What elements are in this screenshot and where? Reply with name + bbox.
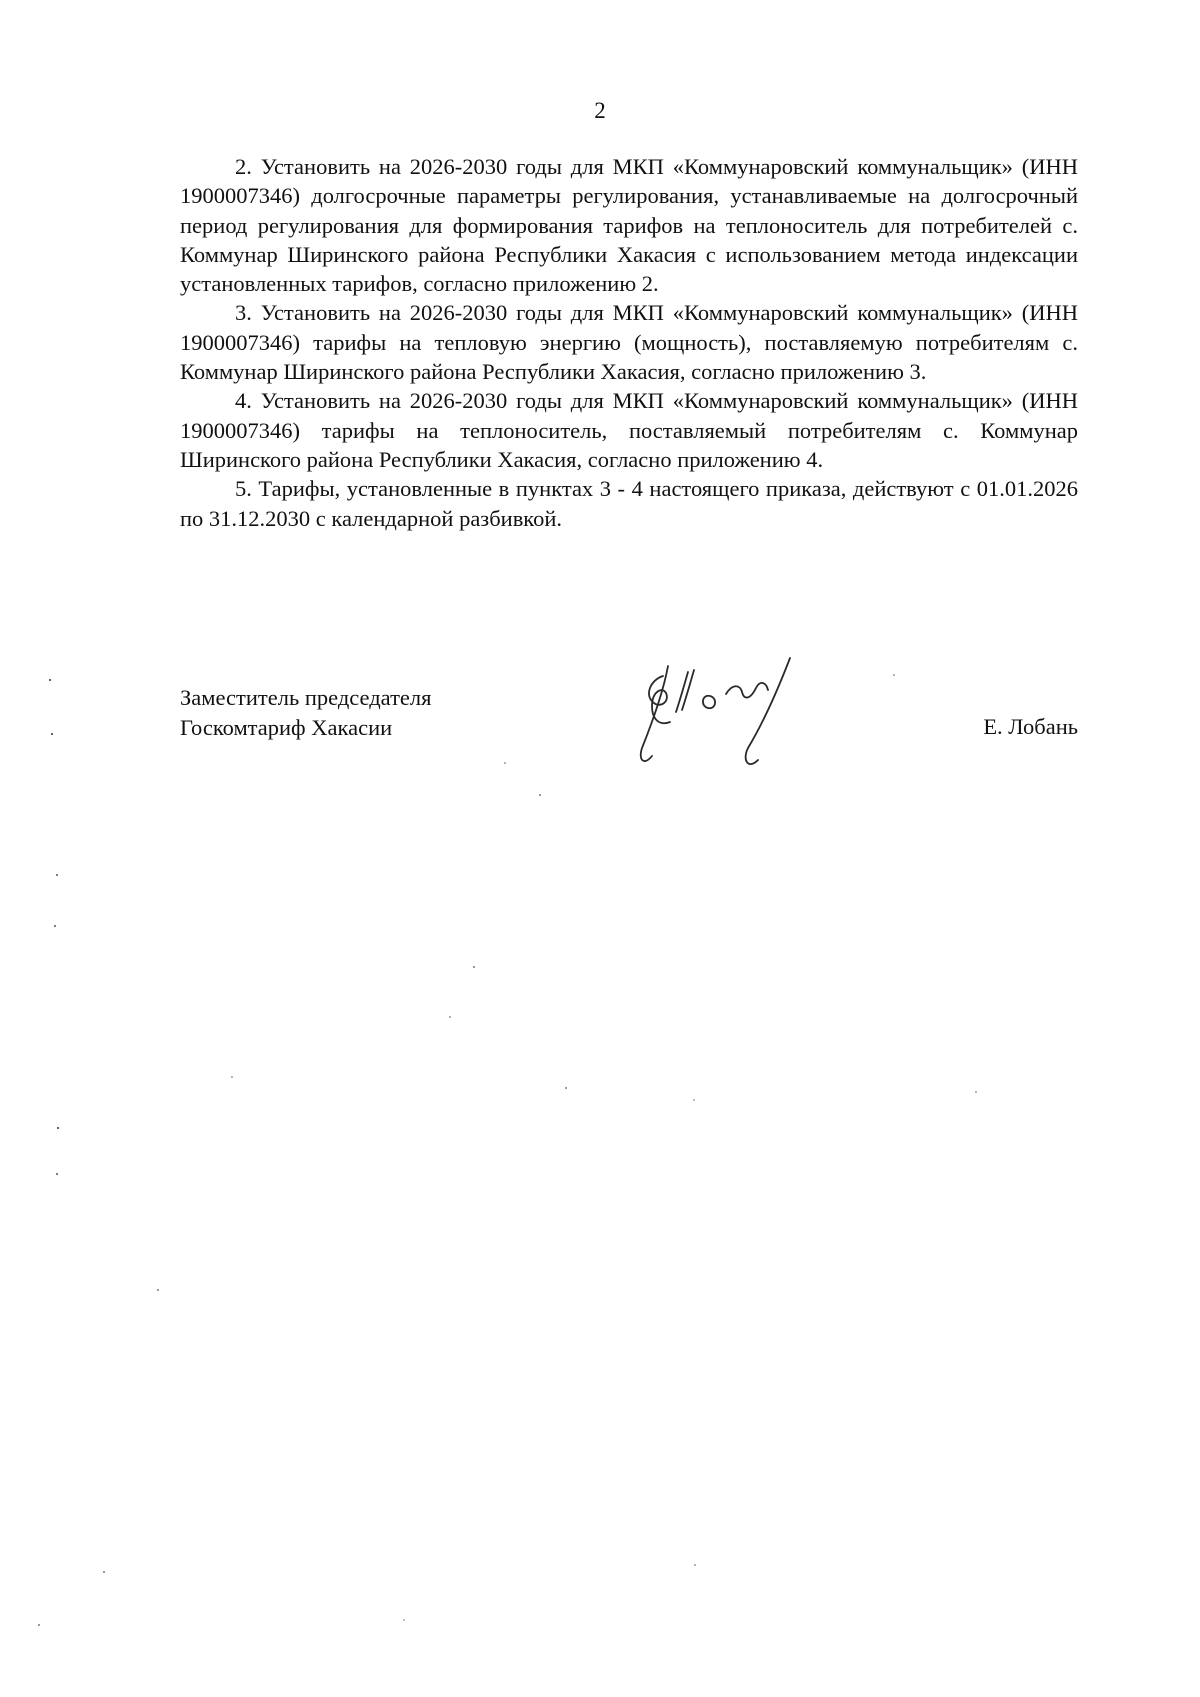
signatory-position-line-1: Заместитель председателя [180, 685, 432, 710]
paragraph-item-3: 3. Установить на 2026-2030 годы для МКП «Коммунаровский коммунальщик» (ИНН 1900007346) тарифы на тепловую энергию (мощность), поставляемую потребителям с. Коммунар Ширинского района Республики Хакасия, согласно приложению 3. [180, 300, 1078, 385]
order-body [180, 152, 1078, 533]
handwritten-signature [630, 648, 830, 778]
paragraph-item-5: 5. Тарифы, установленные в пунктах 3 - 4 настоящего приказа, действуют с 01.01.2026 по 31.12.2030 с календарной разбивкой. [180, 476, 1078, 531]
paragraph-item-2: 2. Установить на 2026-2030 годы для МКП «Коммунаровский коммунальщик» (ИНН 1900007346) долгосрочные параметры регулирования, устанавливаемые на долгосрочный период регулирования для формирования тарифов на теплоноситель для потребителей с. Коммунар Ширинского района Республики Хакасия с использованием метода индексации установленных тарифов, согласно приложению 2. [180, 154, 1078, 297]
signatory-position-line-2: Госкомтариф Хакасии [180, 714, 393, 740]
page-number: 2 [594, 98, 606, 123]
signatory-position [180, 683, 431, 742]
paragraph-item-4: 4. Установить на 2026-2030 годы для МКП «Коммунаровский коммунальщик» (ИНН 1900007346) тарифы на теплоноситель, поставляемый потребителям с. Коммунар Ширинского района Республики Хакасия, согласно приложению 4. [180, 388, 1078, 472]
signatory-name: Е. Лобань [983, 714, 1078, 739]
